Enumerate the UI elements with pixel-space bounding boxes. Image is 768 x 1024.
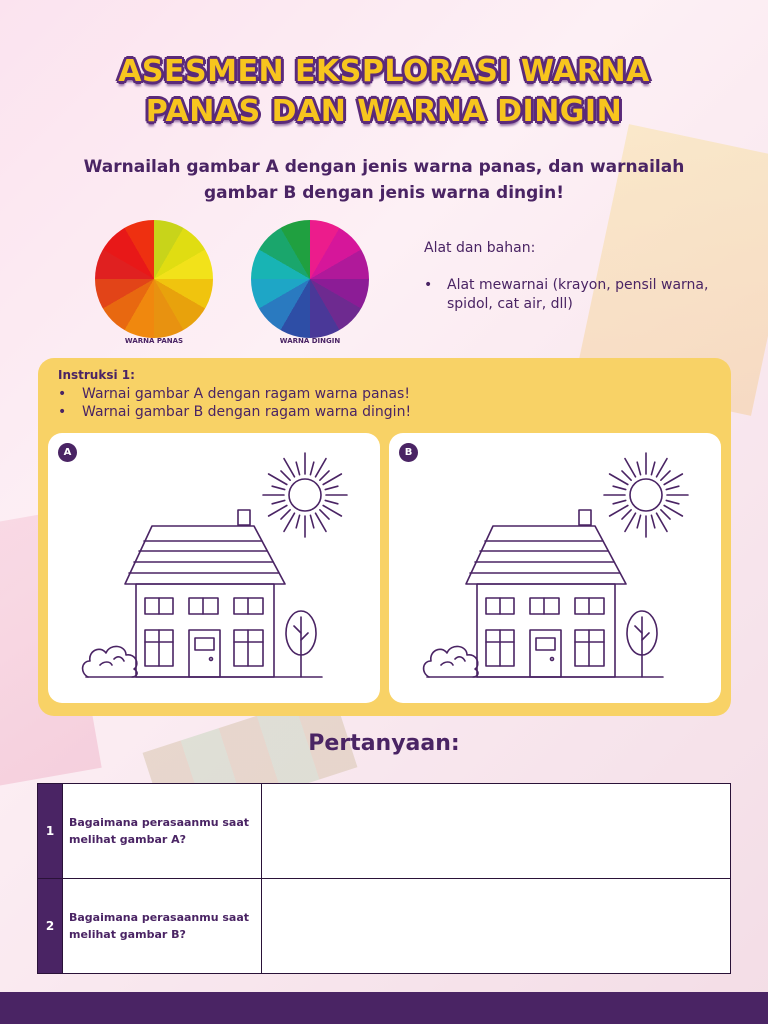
questions-table xyxy=(37,783,731,974)
sun-ray xyxy=(637,462,640,475)
sun-ray xyxy=(637,515,640,528)
sun-ray xyxy=(284,459,295,477)
sun-ray xyxy=(664,506,682,517)
sun-ray xyxy=(296,515,299,528)
instructions-title: Instruksi 1: xyxy=(58,368,135,382)
sun-ray xyxy=(657,513,668,531)
sun-ray xyxy=(320,510,329,519)
sun-ray xyxy=(651,515,654,528)
sun-ray xyxy=(325,500,338,503)
sun-ray xyxy=(316,513,327,531)
tools-list xyxy=(424,276,714,314)
question-text: Bagaimana perasaanmu saat melihat gambar A? xyxy=(63,784,262,879)
answer-field[interactable] xyxy=(262,879,731,974)
sun-ray xyxy=(281,471,290,480)
sun-ray xyxy=(325,486,338,489)
sun-ray xyxy=(657,459,668,477)
bullet-icon: • xyxy=(58,404,67,420)
drawing-card-b[interactable] xyxy=(389,433,721,703)
card-label-a: A xyxy=(58,443,77,462)
sun-ray xyxy=(651,462,654,475)
subtitle xyxy=(60,154,708,206)
answer-field[interactable] xyxy=(262,784,731,879)
sun-ray xyxy=(269,506,287,517)
question-text: Bagaimana perasaanmu saat melihat gambar B? xyxy=(63,879,262,974)
sun-ray xyxy=(666,500,679,503)
sun-ray xyxy=(661,471,670,480)
sun-icon xyxy=(263,453,347,537)
sun-ray xyxy=(625,459,636,477)
subtitle-line-2: gambar B dengan jenis warna dingin! xyxy=(204,183,564,203)
bullet-icon: • xyxy=(424,277,433,293)
warm-color-wheel-label: WARNA PANAS xyxy=(124,337,184,345)
footer-bar xyxy=(0,992,768,1024)
sun-ray xyxy=(625,513,636,531)
sun-ray xyxy=(610,506,628,517)
card-label-b: B xyxy=(399,443,418,462)
table-row xyxy=(38,879,731,974)
sun-ray xyxy=(296,462,299,475)
question-number: 2 xyxy=(38,879,63,974)
instruction-text: Warnai gambar A dengan ragam warna panas! xyxy=(82,386,410,402)
questions-heading: Pertanyaan: xyxy=(308,731,460,756)
sun-ray xyxy=(272,500,285,503)
cool-color-wheel xyxy=(251,220,369,338)
subtitle-line-1: Warnailah gambar A dengan jenis warna panas, dan warnailah xyxy=(83,157,685,177)
cool-color-wheel-label: WARNA DINGIN xyxy=(279,337,341,345)
house-drawing-a xyxy=(48,433,380,703)
sun-ray xyxy=(622,471,631,480)
sun-ray xyxy=(613,486,626,489)
sun-ray xyxy=(323,474,341,485)
sun-ray xyxy=(310,515,313,528)
table-row xyxy=(38,784,731,879)
sun-ray xyxy=(272,486,285,489)
sun-ray xyxy=(661,510,670,519)
tools-title: Alat dan bahan: xyxy=(424,240,536,256)
page-title xyxy=(0,52,768,132)
sun-ray xyxy=(664,474,682,485)
sun-ray xyxy=(613,500,626,503)
title-line-2: PANAS DAN WARNA DINGIN xyxy=(145,94,623,129)
instruction-item xyxy=(58,386,410,402)
drawing-card-a[interactable] xyxy=(48,433,380,703)
instruction-text: Warnai gambar B dengan ragam warna dingin! xyxy=(82,404,412,420)
question-number: 1 xyxy=(38,784,63,879)
sun-ray xyxy=(269,474,287,485)
sun-ray xyxy=(610,474,628,485)
title-line-1: ASESMEN EKSPLORASI WARNA xyxy=(118,54,650,89)
sun-ray xyxy=(622,510,631,519)
sun-ray xyxy=(310,462,313,475)
bullet-icon: • xyxy=(58,386,67,402)
house-drawing-b xyxy=(389,433,721,703)
sun-ray xyxy=(316,459,327,477)
sun-ray xyxy=(284,513,295,531)
sun-ray xyxy=(323,506,341,517)
tools-item: Alat mewarnai (krayon, pensil warna, spidol, cat air, dll) xyxy=(447,277,709,312)
sun-ray xyxy=(666,486,679,489)
sun-icon xyxy=(604,453,688,537)
sun-ray xyxy=(320,471,329,480)
sun-ray xyxy=(281,510,290,519)
instruction-item xyxy=(58,404,411,420)
warm-color-wheel xyxy=(95,220,213,338)
